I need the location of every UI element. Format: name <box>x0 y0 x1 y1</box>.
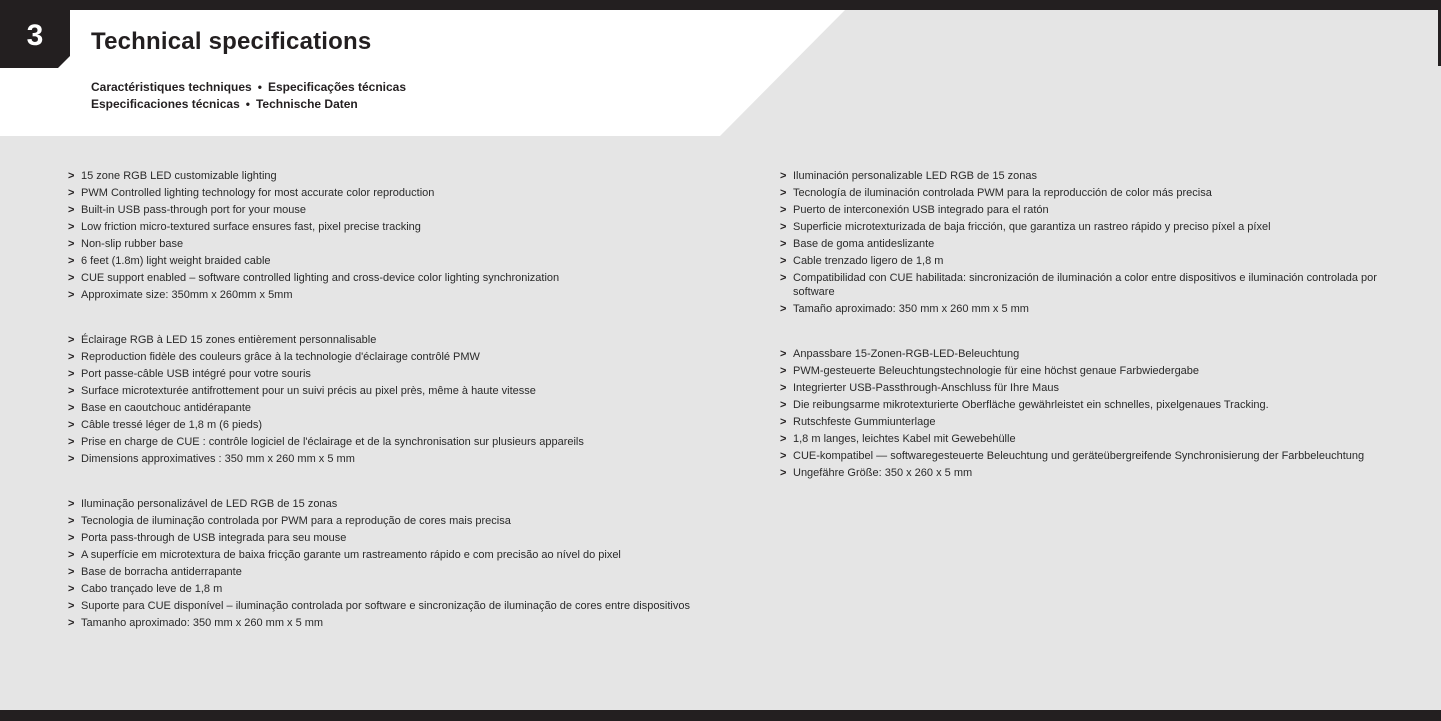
bullet-chevron-icon: > <box>780 187 787 199</box>
spec-item <box>780 381 1390 395</box>
spec-item-text: Rutschfeste Gummiunterlage <box>793 416 936 428</box>
spec-item <box>68 350 708 364</box>
spec-item <box>68 616 708 630</box>
spec-item-text: Tamaño aproximado: 350 mm x 260 mm x 5 mm <box>793 303 1029 315</box>
spec-item <box>68 237 708 251</box>
subtitle-german: Technische Daten <box>255 97 358 111</box>
section-number: 3 <box>26 19 44 52</box>
spec-item <box>68 271 708 285</box>
spec-item <box>68 384 708 398</box>
bullet-chevron-icon: > <box>68 221 75 233</box>
bullet-chevron-icon: > <box>780 382 787 394</box>
spec-item <box>68 599 708 613</box>
bullet-chevron-icon: > <box>780 170 787 182</box>
spec-item-text: Iluminación personalizable LED RGB de 15 zonas <box>793 170 1037 182</box>
spec-item <box>68 333 708 347</box>
spec-item <box>68 452 708 466</box>
bullet-chevron-icon: > <box>68 498 75 510</box>
spec-item-text: Base en caoutchouc antidérapante <box>81 402 252 414</box>
bullet-chevron-icon: > <box>68 453 75 465</box>
spec-item-text: CUE-kompatibel — softwaregesteuerte Beleuchtung und geräteübergreifende Synchronisierung der Farbbeleuchtung <box>793 450 1365 462</box>
bullet-chevron-icon: > <box>68 402 75 414</box>
spec-item-text: Cabo trançado leve de 1,8 m <box>81 583 223 595</box>
bullet-chevron-icon: > <box>68 255 75 267</box>
top-border-bar <box>0 0 1441 10</box>
spec-list-french <box>68 333 708 466</box>
spec-item-text: Dimensions approximatives : 350 mm x 260 mm x 5 mm <box>81 453 355 465</box>
bullet-chevron-icon: > <box>780 433 787 445</box>
spec-item <box>68 565 708 579</box>
bullet-chevron-icon: > <box>68 436 75 448</box>
subtitle-portuguese: Especificações técnicas <box>267 80 407 94</box>
spec-item-text: Puerto de interconexión USB integrado para el ratón <box>793 204 1049 216</box>
bullet-chevron-icon: > <box>68 238 75 250</box>
spec-item-text: Iluminação personalizável de LED RGB de 15 zonas <box>81 498 338 510</box>
spec-item-text: Ungefähre Größe: 350 x 260 x 5 mm <box>793 467 973 479</box>
spec-item <box>780 186 1390 200</box>
spec-item <box>780 347 1390 361</box>
spec-item-text: CUE support enabled – software controlled lighting and cross-device color lighting synchronization <box>81 272 560 284</box>
bullet-chevron-icon: > <box>68 617 75 629</box>
page-title: Technical specifications <box>91 28 372 55</box>
spec-item <box>780 432 1390 446</box>
spec-item-text: Anpassbare 15-Zonen-RGB-LED-Beleuchtung <box>793 348 1020 360</box>
spec-item <box>780 364 1390 378</box>
bullet-chevron-icon: > <box>780 348 787 360</box>
spec-item <box>68 203 708 217</box>
spec-item <box>68 418 708 432</box>
spec-item <box>68 401 708 415</box>
spec-item-text: Port passe-câble USB intégré pour votre souris <box>81 368 311 380</box>
bullet-chevron-icon: > <box>780 399 787 411</box>
bullet-chevron-icon: > <box>780 238 787 250</box>
spec-list-german <box>780 347 1390 480</box>
bullet-chevron-icon: > <box>68 187 75 199</box>
spec-item <box>780 220 1390 234</box>
bullet-chevron-icon: > <box>780 221 787 233</box>
spec-item-text: Cable trenzado ligero de 1,8 m <box>793 255 944 267</box>
bullet-chevron-icon: > <box>68 204 75 216</box>
right-column <box>780 169 1390 511</box>
spec-item <box>68 186 708 200</box>
spec-item-text: Surface microtexturée antifrottement pour un suivi précis au pixel près, même à haute vitesse <box>81 385 536 397</box>
spec-item-text: Base de borracha antiderrapante <box>81 566 242 578</box>
spec-item <box>780 415 1390 429</box>
bullet-chevron-icon: > <box>68 549 75 561</box>
spec-item <box>68 288 708 302</box>
spec-item-text: Tecnología de iluminación controlada PWM para la reproducción de color más precisa <box>793 187 1212 199</box>
bullet-chevron-icon: > <box>68 600 75 612</box>
subtitle-line-1 <box>91 79 406 96</box>
spec-item-text: Compatibilidad con CUE habilitada: sincronización de iluminación a color entre dispositivos e iluminación controlada por software <box>793 272 1377 298</box>
spec-item-text: Éclairage RGB à LED 15 zones entièrement personnalisable <box>81 334 377 346</box>
spec-item-text: Suporte para CUE disponível – iluminação controlada por software e sincronização de iluminação de cores entre dispositivos <box>81 600 690 612</box>
spec-item-text: Prise en charge de CUE : contrôle logiciel de l'éclairage et de la synchronisation sur plusieurs appareils <box>81 436 584 448</box>
spec-item-text: 6 feet (1.8m) light weight braided cable <box>81 255 271 267</box>
spec-item-text: Porta pass-through de USB integrada para seu mouse <box>81 532 347 544</box>
bullet-chevron-icon: > <box>780 303 787 315</box>
spec-item <box>68 497 708 511</box>
spec-item-text: Low friction micro-textured surface ensures fast, pixel precise tracking <box>81 221 421 233</box>
subtitle-spanish: Especificaciones técnicas <box>91 97 240 111</box>
spec-item-text: Superficie microtexturizada de baja fricción, que garantiza un rastreo rápido y preciso píxel a píxel <box>793 221 1271 233</box>
spec-item-text: Integrierter USB-Passthrough-Anschluss für Ihre Maus <box>793 382 1059 394</box>
spec-item-text: Reproduction fidèle des couleurs grâce à la technologie d'éclairage contrôlé PMW <box>81 351 480 363</box>
spec-item <box>68 254 708 268</box>
spec-item <box>780 466 1390 480</box>
spec-item-text: Non-slip rubber base <box>81 238 184 250</box>
bullet-chevron-icon: > <box>68 532 75 544</box>
bullet-chevron-icon: > <box>68 334 75 346</box>
bullet-chevron-icon: > <box>68 515 75 527</box>
spec-list-portuguese <box>68 497 708 630</box>
spec-item <box>68 367 708 381</box>
spec-item <box>68 531 708 545</box>
spec-item-text: Approximate size: 350mm x 260mm x 5mm <box>81 289 293 301</box>
separator-dot: • <box>257 80 262 94</box>
bullet-chevron-icon: > <box>68 385 75 397</box>
bullet-chevron-icon: > <box>68 170 75 182</box>
bullet-chevron-icon: > <box>780 467 787 479</box>
spec-item <box>780 398 1390 412</box>
bullet-chevron-icon: > <box>68 272 75 284</box>
spec-item <box>780 169 1390 183</box>
spec-item-text: Die reibungsarme mikrotexturierte Oberfläche gewährleistet ein schnelles, pixelgenaues Tracking. <box>793 399 1269 411</box>
bullet-chevron-icon: > <box>780 416 787 428</box>
bullet-chevron-icon: > <box>68 583 75 595</box>
separator-dot: • <box>245 97 250 111</box>
spec-item-text: Tamanho aproximado: 350 mm x 260 mm x 5 mm <box>81 617 324 629</box>
spec-item-text: PWM Controlled lighting technology for most accurate color reproduction <box>81 187 435 199</box>
bullet-chevron-icon: > <box>780 204 787 216</box>
spec-item <box>68 220 708 234</box>
bullet-chevron-icon: > <box>68 368 75 380</box>
spec-item-text: Base de goma antideslizante <box>793 238 935 250</box>
spec-item-text: A superfície em microtextura de baixa fricção garante um rastreamento rápido e com precisão ao nível do pixel <box>81 549 621 561</box>
spec-item <box>780 302 1390 316</box>
spec-item <box>780 449 1390 463</box>
bullet-chevron-icon: > <box>780 272 787 284</box>
spec-item-text: Câble tressé léger de 1,8 m (6 pieds) <box>81 419 262 431</box>
bullet-chevron-icon: > <box>68 419 75 431</box>
bullet-chevron-icon: > <box>68 566 75 578</box>
bullet-chevron-icon: > <box>780 365 787 377</box>
bullet-chevron-icon: > <box>780 450 787 462</box>
left-column <box>68 169 708 661</box>
spec-item-text: PWM-gesteuerte Beleuchtungstechnologie für eine höchst genaue Farbwiedergabe <box>793 365 1200 377</box>
translated-titles <box>91 79 406 113</box>
spec-item <box>68 514 708 528</box>
spec-item-text: Tecnologia de iluminação controlada por PWM para a reprodução de cores mais precisa <box>81 515 511 527</box>
bullet-chevron-icon: > <box>780 255 787 267</box>
spec-item-text: Built-in USB pass-through port for your mouse <box>81 204 306 216</box>
spec-item <box>780 237 1390 251</box>
spec-item-text: 15 zone RGB LED customizable lighting <box>81 170 277 182</box>
spec-list-spanish <box>780 169 1390 316</box>
spec-item <box>780 254 1390 268</box>
subtitle-line-2 <box>91 96 406 113</box>
spec-item <box>68 548 708 562</box>
bullet-chevron-icon: > <box>68 289 75 301</box>
spec-item <box>68 435 708 449</box>
spec-item-text: 1,8 m langes, leichtes Kabel mit Gewebehülle <box>793 433 1016 445</box>
bullet-chevron-icon: > <box>68 351 75 363</box>
spec-item <box>780 203 1390 217</box>
spec-list-english <box>68 169 708 302</box>
spec-item <box>68 582 708 596</box>
subtitle-french: Caractéristiques techniques <box>91 80 252 94</box>
spec-item <box>68 169 708 183</box>
bottom-border-bar <box>0 710 1441 721</box>
spec-item <box>780 271 1390 299</box>
